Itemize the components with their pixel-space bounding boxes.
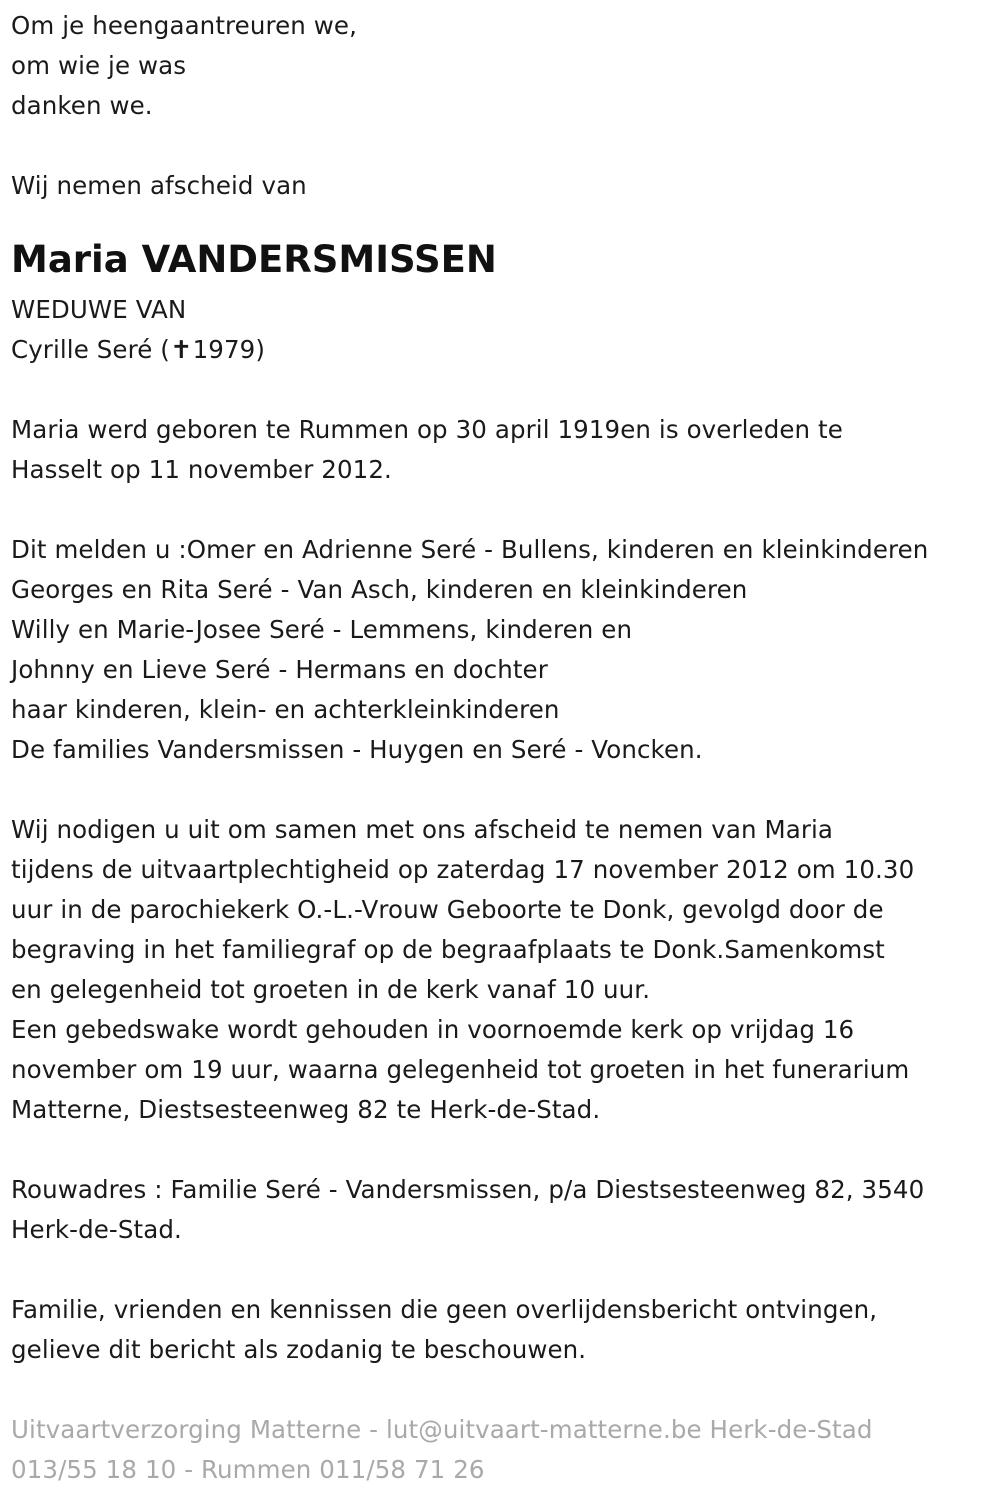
spacer (11, 770, 996, 810)
family-line: Georges en Rita Seré - Van Asch, kinderen en kleinkinderen (11, 575, 748, 604)
spouse-line (11, 330, 996, 370)
family-line: haar kinderen, klein- en achterkleinkinderen (11, 695, 560, 724)
paragraph-line: tijdens de uitvaartplechtigheid op zaterdag 17 november 2012 om 10.30 (11, 855, 915, 884)
family-paragraph (11, 530, 996, 770)
paragraph-line: begraving in het familiegraf op de begraafplaats te Donk.Samenkomst (11, 935, 885, 964)
poem-line: om wie je was (11, 51, 187, 80)
paragraph-line: Hasselt op 11 november 2012. (11, 455, 392, 484)
paragraph-line: Herk-de-Stad. (11, 1215, 182, 1244)
family-line: Johnny en Lieve Seré - Hermans en dochter (11, 655, 548, 684)
spacer (11, 1370, 996, 1410)
footer-line: Uitvaartverzorging Matterne - lut@uitvaart-matterne.be Herk-de-Stad (11, 1415, 873, 1444)
spacer (11, 126, 996, 166)
deceased-name: Maria VANDERSMISSEN (11, 238, 497, 281)
spacer (11, 1250, 996, 1290)
paragraph-line: en gelegenheid tot groeten in de kerk vanaf 10 uur. (11, 975, 651, 1004)
paragraph-line: Matterne, Diestsesteenweg 82 te Herk-de-Stad. (11, 1095, 601, 1124)
paragraph-line: Rouwadres : Familie Seré - Vandersmissen, p/a Diestsesteenweg 82, 3540 (11, 1175, 925, 1204)
spacer (11, 1130, 996, 1170)
family-line: Willy en Marie-Josee Seré - Lemmens, kinderen en (11, 615, 633, 644)
birth-death-paragraph (11, 410, 996, 490)
widow-status: WEDUWE VAN (11, 295, 187, 324)
funeral-home-footer (11, 1410, 996, 1490)
poem (11, 6, 996, 126)
paragraph-line: Wij nodigen u uit om samen met ons afscheid te nemen van Maria (11, 815, 834, 844)
paragraph-line: Maria werd geboren te Rummen op 30 april 1919en is overleden te (11, 415, 843, 444)
family-line: Dit melden u :Omer en Adrienne Seré - Bullens, kinderen en kleinkinderen (11, 535, 929, 564)
poem-line: danken we. (11, 91, 153, 120)
paragraph-line: Familie, vrienden en kennissen die geen overlijdensbericht ontvingen, (11, 1295, 878, 1324)
paragraph-line: uur in de parochiekerk O.-L.-Vrouw Geboorte te Donk, gevolgd door de (11, 895, 884, 924)
spacer (11, 370, 996, 410)
spouse-name: Cyrille Seré ( (11, 335, 170, 364)
spacer (11, 490, 996, 530)
footer-line: 013/55 18 10 - Rummen 011/58 71 26 (11, 1455, 485, 1484)
intro-text: Wij nemen afscheid van (11, 171, 307, 200)
mourning-address (11, 1170, 996, 1250)
family-line: De families Vandersmissen - Huygen en Seré - Voncken. (11, 735, 703, 764)
spacer (11, 206, 996, 230)
cross-icon: ✝ (169, 335, 193, 364)
obituary-notice (11, 6, 996, 1490)
paragraph-line: november om 19 uur, waarna gelegenheid tot groeten in het funerarium (11, 1055, 910, 1084)
spouse-death-year: 1979) (192, 335, 266, 364)
paragraph-line: gelieve dit bericht als zodanig te beschouwen. (11, 1335, 587, 1364)
notice-paragraph (11, 1290, 996, 1370)
poem-line: Om je heengaantreuren we, (11, 11, 357, 40)
ceremony-paragraph (11, 810, 996, 1130)
paragraph-line: Een gebedswake wordt gehouden in voornoemde kerk op vrijdag 16 (11, 1015, 855, 1044)
